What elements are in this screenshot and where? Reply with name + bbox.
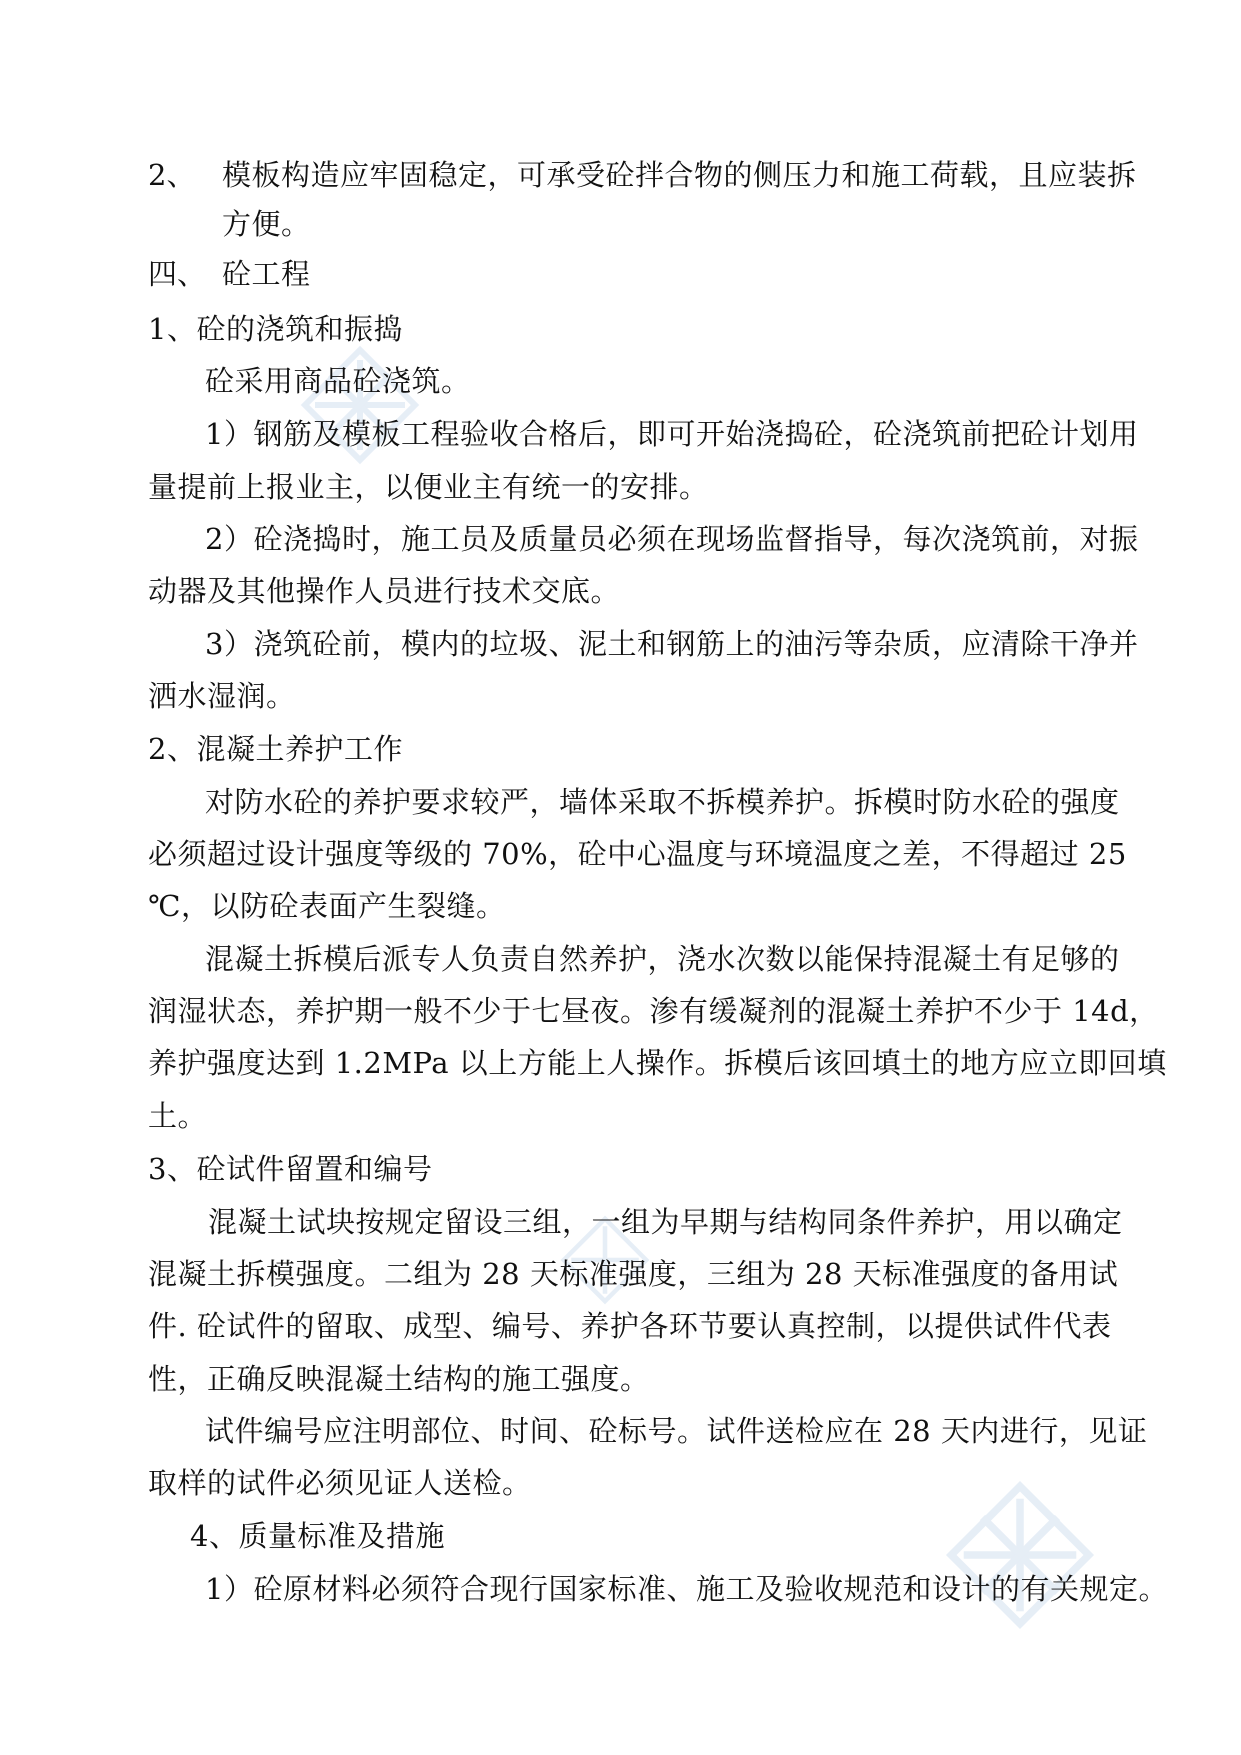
sub2-p2-line2: 润湿状态，养护期一般不少于七昼夜。渗有缓凝剂的混凝土养护不少于 14d， bbox=[148, 994, 1159, 1028]
sub1-title: 1、砼的浇筑和振捣 bbox=[148, 312, 403, 346]
sub3-p2-line1: 试件编号应注明部位、时间、砼标号。试件送检应在 28 天内进行，见证 bbox=[205, 1414, 1148, 1448]
sub2-p1-line3: ℃，以防砼表面产生裂缝。 bbox=[148, 889, 506, 923]
sub1-p2-line1: 2）砼浇捣时，施工员及质量员必须在现场监督指导，每次浇筑前，对振 bbox=[205, 522, 1139, 556]
sub1-p1-line1: 1）钢筋及模板工程验收合格后，即可开始浇捣砼，砼浇筑前把砼计划用 bbox=[205, 417, 1139, 451]
sub2-p1-line2: 必须超过设计强度等级的 70%，砼中心温度与环境温度之差，不得超过 25 bbox=[148, 837, 1127, 871]
sub4-title: 4、质量标准及措施 bbox=[190, 1519, 445, 1553]
section-number: 四、 bbox=[148, 257, 207, 291]
sub1-p3-line1: 3）浇筑砼前，模内的垃圾、泥土和钢筋上的油污等杂质，应清除干净并 bbox=[205, 627, 1139, 661]
sub2-p2-line4: 土。 bbox=[148, 1099, 208, 1133]
sub4-p1-line1: 1）砼原材料必须符合现行国家标准、施工及验收规范和设计的有关规定。 bbox=[205, 1572, 1168, 1606]
sub3-p2-line2: 取样的试件必须见证人送检。 bbox=[148, 1466, 532, 1500]
sub2-p1-line1: 对防水砼的养护要求较严，墙体采取不拆模养护。拆模时防水砼的强度 bbox=[205, 785, 1120, 819]
sub3-p1-line2: 混凝土拆模强度。二组为 28 天标准强度，三组为 28 天标准强度的备用试 bbox=[148, 1257, 1119, 1291]
item2-line2: 方便。 bbox=[222, 207, 311, 241]
sub2-p2-line1: 混凝土拆模后派专人负责自然养护，浇水次数以能保持混凝土有足够的 bbox=[205, 942, 1120, 976]
sub3-p1-line4: 性，正确反映混凝土结构的施工强度。 bbox=[148, 1362, 650, 1396]
item-number: 2、 bbox=[148, 158, 196, 192]
sub3-p1-line1: 混凝土试块按规定留设三组，一组为早期与结构同条件养护，用以确定 bbox=[208, 1205, 1123, 1239]
sub3-p1-line3: 件. 砼试件的留取、成型、编号、养护各环节要认真控制，以提供试件代表 bbox=[148, 1309, 1112, 1343]
sub1-p2-line2: 动器及其他操作人员进行技术交底。 bbox=[148, 574, 621, 608]
sub1-intro: 砼采用商品砼浇筑。 bbox=[205, 364, 471, 398]
sub2-p2-line3: 养护强度达到 1.2MPa 以上方能上人操作。拆模后该回填土的地方应立即回填 bbox=[148, 1046, 1167, 1080]
sub3-title: 3、砼试件留置和编号 bbox=[148, 1152, 433, 1186]
sub1-p1-line2: 量提前上报业主，以便业主有统一的安排。 bbox=[148, 470, 709, 504]
sub2-title: 2、混凝土养护工作 bbox=[148, 732, 403, 766]
section-title: 砼工程 bbox=[222, 257, 311, 291]
item2-line1: 模板构造应牢固稳定，可承受砼拌合物的侧压力和施工荷载，且应装拆 bbox=[222, 158, 1137, 192]
sub1-p3-line2: 洒水湿润。 bbox=[148, 679, 296, 713]
